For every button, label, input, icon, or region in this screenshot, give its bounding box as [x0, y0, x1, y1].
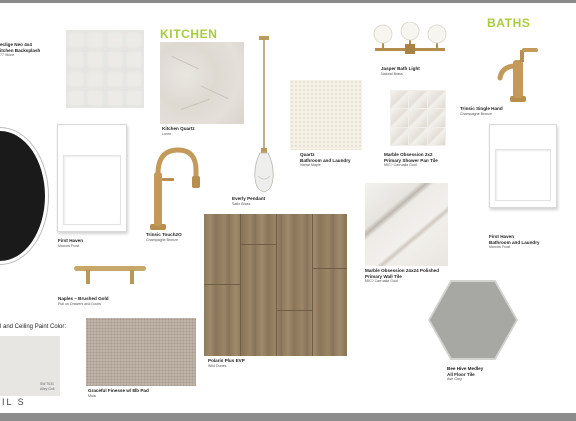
marble-24-spec: MIC? Carrualla Gold	[365, 279, 398, 284]
paint-swatch	[0, 336, 60, 396]
backsplash-label	[0, 42, 40, 58]
carpet-name: Graceful Finesse w/ 8lb Pad	[88, 388, 149, 393]
pendant-label	[232, 196, 265, 206]
hex-tile-name: Bee Hive Medley	[447, 366, 484, 371]
bath-quartz-name2: Bathroom and Laundry	[300, 157, 351, 163]
pendant-spec: Satin Brass	[232, 201, 251, 206]
kitchen-faucet-label	[146, 232, 182, 242]
backsplash-spec: 77 Stone	[0, 53, 15, 58]
pendant-light-image	[246, 36, 282, 196]
bath-cabinet-label	[489, 234, 540, 250]
backsplash-tile-swatch	[66, 30, 144, 108]
pendant-name: Everly Pendant	[232, 196, 266, 201]
marble-2x2-name: Marble Obsession 2x2	[384, 152, 433, 157]
marble-2x2-label	[384, 152, 438, 168]
hex-tile-name2: All Floor Tile	[447, 371, 475, 377]
wood-floor-name: Polaris Plus EVP	[208, 358, 245, 363]
bath-faucet-name: Trinsic Single Hand	[460, 106, 503, 111]
kitchen-cabinet-label	[58, 238, 83, 248]
cabinet-pull-image	[70, 264, 150, 286]
top-frame-bar	[0, 0, 576, 3]
carpet-spec: Mula	[88, 393, 96, 398]
kitchen-faucet-image	[146, 144, 202, 232]
kitchen-heading: KITCHEN	[160, 27, 218, 41]
kitchen-cabinet-spec: Morrow Frost	[58, 243, 80, 248]
kitchen-faucet-spec: Champagne Bronze	[146, 237, 178, 242]
bath-light-name: Jasper Bath Light	[381, 66, 420, 71]
naples-label	[58, 296, 109, 306]
bath-faucet-image	[492, 44, 544, 106]
paint-heading: l and Ceiling Paint Color:	[0, 324, 67, 330]
kitchen-cabinet-name: First Haven	[58, 238, 84, 243]
kitchen-faucet-name: Trinsic Touch2O	[146, 232, 182, 237]
marble-2x2-spec: MIC? Carrualla Gold	[384, 163, 417, 168]
naples-name: Naples – Brushed Gold	[58, 296, 109, 301]
bath-faucet-label	[460, 106, 503, 116]
bath-cabinet-name2: Bathroom and Laundry	[489, 239, 540, 245]
marble-24-swatch	[365, 183, 448, 266]
hex-tile-swatch	[430, 282, 516, 358]
bath-light-label	[381, 66, 420, 76]
dark-circle-swatch	[0, 128, 48, 264]
hex-tile-label	[447, 366, 483, 382]
page-number-text: IL S	[2, 397, 26, 407]
baths-heading: BATHS	[487, 16, 531, 30]
wood-floor-spec: Wild Dunes	[208, 363, 227, 368]
bath-quartz-swatch	[290, 80, 362, 150]
bath-cabinet-spec: Morrow Frost	[489, 245, 511, 250]
kitchen-cabinet-swatch	[57, 124, 127, 232]
bath-cabinet-swatch	[489, 124, 557, 208]
bottom-frame-bar	[0, 413, 576, 421]
bath-quartz-spec: Nanwi Maple	[300, 163, 321, 168]
marble-2x2-name2: Primary Shower Pan Tile	[384, 157, 438, 163]
kitchen-quartz-name: Kitchen Quartz	[162, 126, 195, 131]
backsplash-name2: itchen Backsplash	[0, 47, 41, 53]
bath-cabinet-name: First Haven	[489, 234, 515, 239]
marble-24-label	[365, 268, 439, 284]
bath-quartz-label	[300, 152, 351, 168]
bath-faucet-spec: Champagne Bronze	[460, 111, 492, 116]
naples-spec: Pull on Drawers and Doors	[58, 301, 101, 306]
paint-code: SW 7031	[40, 382, 54, 386]
marble-24-name: Marble Obsession 24x24 Polished	[365, 268, 440, 273]
paint-name: Alley Gull	[40, 387, 55, 391]
bath-light-image	[369, 22, 451, 68]
kitchen-quartz-swatch	[160, 42, 244, 124]
marble-2x2-swatch	[390, 90, 446, 146]
bath-light-spec: Natural Brass	[381, 71, 403, 76]
kitchen-quartz-label	[162, 126, 195, 136]
backsplash-name: eclige Neo 4x4	[0, 42, 32, 47]
bath-quartz-name: Quartz	[300, 152, 315, 157]
wood-floor-swatch	[204, 214, 347, 356]
wood-floor-label	[208, 358, 245, 368]
marble-24-name2: Primary Wall Tile	[365, 273, 402, 279]
carpet-label	[88, 388, 149, 398]
hex-tile-spec: Ash Grey	[447, 377, 462, 382]
carpet-swatch	[86, 318, 196, 386]
kitchen-quartz-spec: Loren	[162, 131, 172, 136]
